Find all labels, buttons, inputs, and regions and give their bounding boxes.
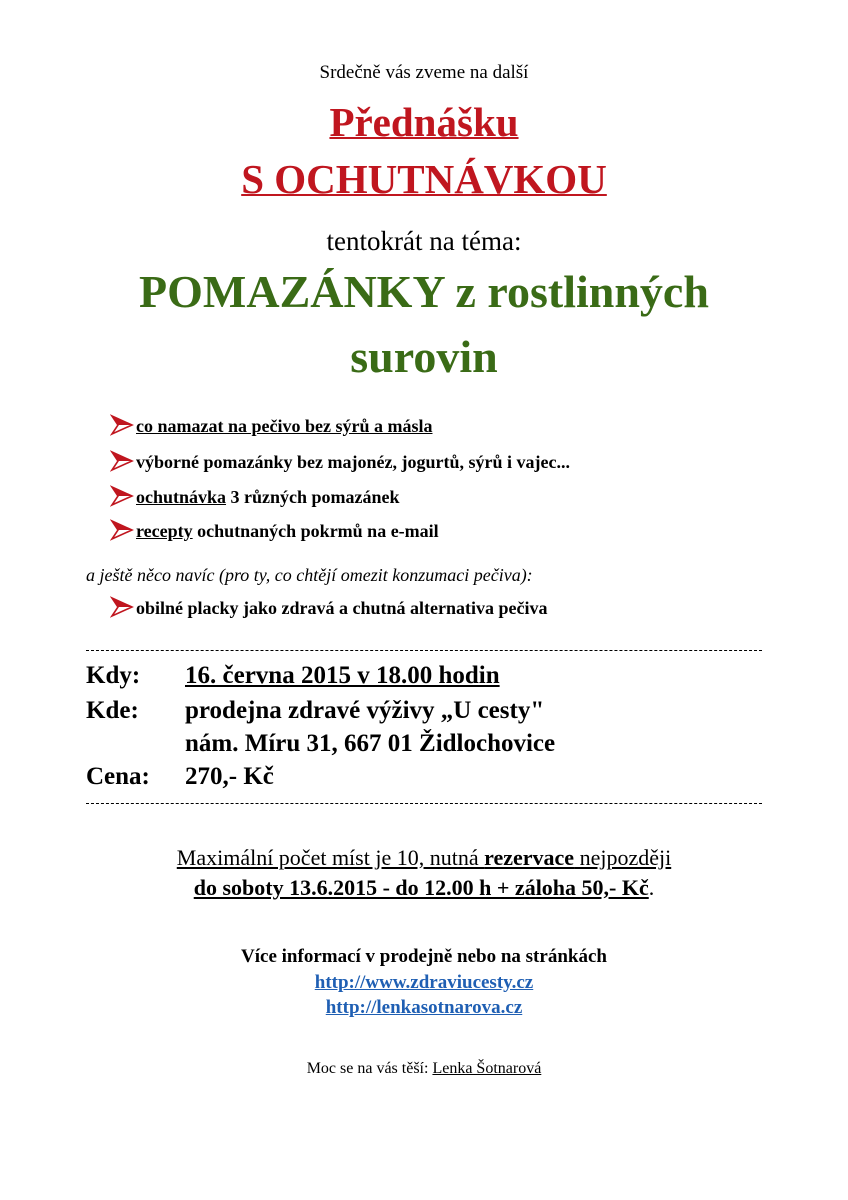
notice-end: . — [648, 875, 655, 900]
bullet-text: ochutnaných pokrmů na e-mail — [192, 521, 439, 541]
when-value: 16. června 2015 v 18.00 hodin — [185, 662, 500, 689]
bullet-item — [110, 518, 439, 544]
notice-text: Maximální počet míst je 10, nutná — [176, 845, 485, 870]
signoff — [0, 1060, 848, 1078]
bullet-underlined-text: ochutnávka — [136, 487, 227, 507]
where-value-line-1: prodejna zdravé výživy „U cesty" — [185, 697, 545, 724]
when-label: Kdy: — [86, 662, 141, 689]
bullet-item — [110, 413, 432, 439]
topic-title-line-2: surovin — [350, 331, 498, 382]
link-lenkasotnarova[interactable]: http://lenkasotnarova.cz — [325, 997, 523, 1018]
arrow-bullet-icon — [110, 414, 134, 436]
title-line-2 — [0, 155, 848, 203]
title-line-2-text: S OCHUTNÁVKOU — [241, 156, 607, 202]
more-info-text: Více informací v prodejně nebo na stránkách — [241, 946, 607, 967]
arrow-bullet-icon — [110, 519, 134, 541]
arrow-bullet-icon — [110, 596, 134, 618]
bullet-text: 3 různých pomazánek — [226, 487, 400, 507]
reservation-notice-line-1 — [0, 845, 848, 871]
notice-deadline-text: do soboty 13.6.2015 - do 12.00 h + záloha 50,- Kč — [193, 875, 649, 900]
dashed-divider-top — [86, 650, 762, 651]
invite-line: Srdečně vás zveme na další — [319, 62, 529, 83]
link-row-1 — [0, 972, 848, 994]
where-value-line-2: nám. Míru 31, 667 01 Židlochovice — [185, 730, 556, 757]
bullet-underlined-text: co namazat na pečivo bez sýrů a másla — [136, 416, 433, 436]
link-zdraviucesty[interactable]: http://www.zdraviucesty.cz — [314, 972, 534, 993]
notice-text: nejpozději — [574, 845, 672, 870]
bullet-underlined-text: recepty — [136, 521, 193, 541]
signoff-text: Moc se na vás těší: — [306, 1060, 433, 1077]
bullet-item — [110, 484, 400, 510]
arrow-bullet-icon — [110, 450, 134, 472]
bullet-item — [110, 449, 570, 475]
extra-bullet-text: obilné placky jako zdravá a chutná alternativa pečiva — [136, 598, 548, 618]
dashed-divider-bottom — [86, 803, 762, 804]
extra-bullet-item — [110, 595, 548, 621]
topic-title-line-1: POMAZÁNKY z rostlinných — [139, 266, 709, 317]
notice-bold-text: rezervace — [484, 845, 575, 870]
signoff-name: Lenka Šotnarová — [432, 1060, 542, 1077]
arrow-bullet-icon — [110, 485, 134, 507]
title-line-1 — [0, 98, 848, 146]
where-label: Kde: — [86, 697, 139, 724]
price-value: 270,- Kč — [185, 763, 274, 790]
reservation-notice-line-2 — [0, 875, 848, 901]
price-label: Cena: — [86, 763, 150, 790]
link-row-2 — [0, 997, 848, 1019]
extra-intro: a ještě něco navíc (pro ty, co chtějí omezit konzumaci pečiva): — [86, 565, 533, 585]
topic-intro: tentokrát na téma: — [326, 226, 522, 256]
title-line-1-text: Přednášku — [329, 99, 519, 145]
bullet-text: výborné pomazánky bez majonéz, jogurtů, sýrů i vajec... — [136, 452, 570, 472]
